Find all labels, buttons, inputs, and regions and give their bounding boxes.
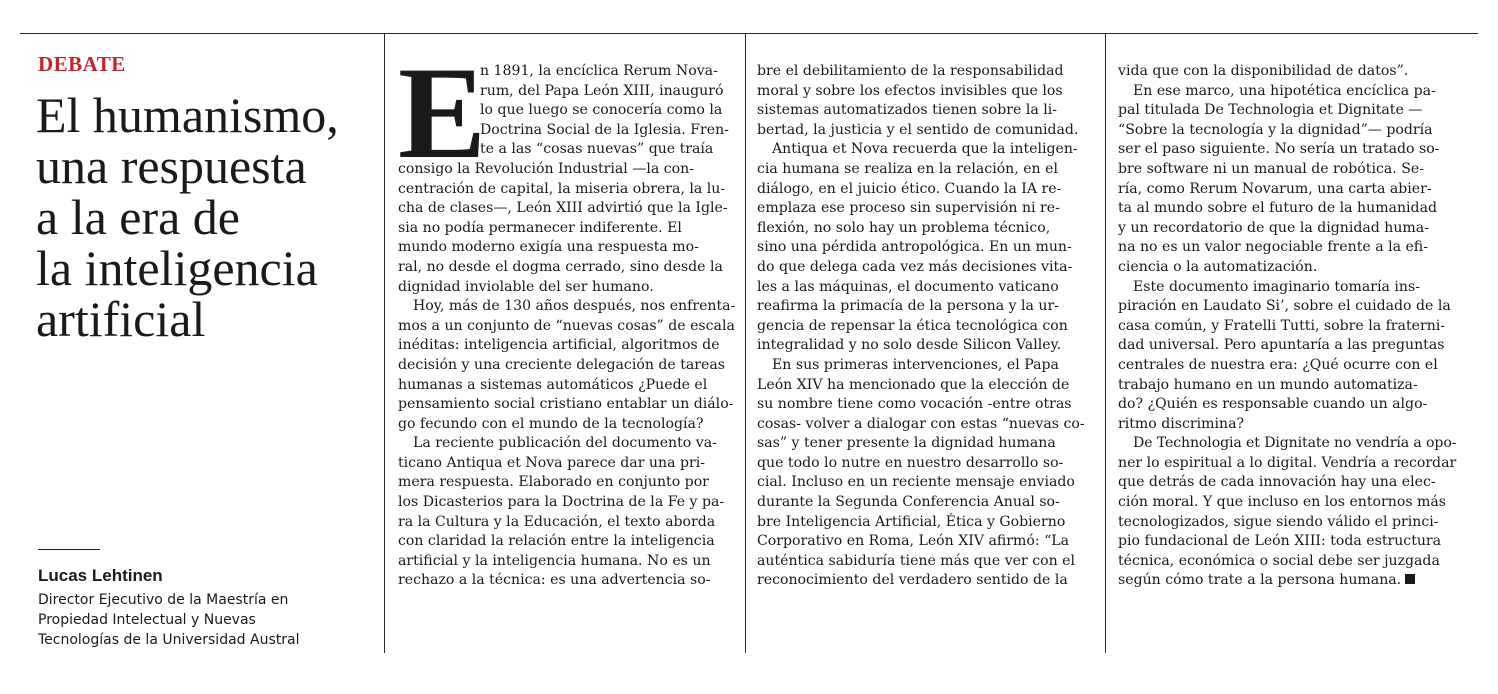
article-line: emplaza ese proceso sin supervisión ni re- — [757, 200, 1060, 217]
author-role-line: Director Ejecutivo de la Maestría en — [38, 592, 289, 608]
article-line: sino una pérdida antropológica. En un mun- — [757, 239, 1072, 256]
end-of-article-mark — [1405, 574, 1415, 584]
article-line: moral y sobre los efectos invisibles que los — [757, 82, 1063, 99]
article-line: que todo lo nutre en nuestro desarrollo so- — [757, 454, 1064, 471]
article-line: técnica, económica o social debe ser juzgada — [1118, 552, 1440, 569]
article-line: En ese marco, una hipotética encíclica pa- — [1133, 82, 1436, 99]
article-line: La reciente publicación del documento va- — [413, 435, 717, 452]
article-line: sistemas automatizados tienen sobre la li- — [757, 102, 1058, 119]
article-line: inéditas: inteligencia artificial, algoritmos de — [398, 337, 720, 354]
article-line: rum, del Papa León XIII, inauguró — [480, 82, 724, 99]
article-line: mos a un conjunto de “nuevas cosas” de escala — [398, 317, 735, 334]
article-line: casa común, y Fratelli Tutti, sobre la fraterni- — [1118, 317, 1446, 334]
article-line: artificial y la inteligencia humana. No es un — [398, 552, 711, 569]
headline — [36, 87, 381, 347]
article-line: gencia de repensar la ética tecnológica con — [757, 317, 1068, 334]
article-line: auténtica sabiduría tiene más que ver con el — [757, 552, 1076, 569]
article-line: te a las “cosas nuevas” que traía — [480, 141, 714, 158]
article-line: su nombre tiene como vocación -entre otras — [757, 396, 1072, 413]
article-line: vida que con la disponibilidad de datos”. — [1118, 63, 1409, 79]
article-line: reafirma la primacía de la persona y la ur- — [757, 298, 1059, 315]
column-divider — [1105, 33, 1106, 653]
article-line: rechazo a la técnica: es una advertencia so- — [398, 572, 711, 589]
article-line: ría, como Rerum Novarum, una carta abier- — [1118, 180, 1432, 197]
article-line: En sus primeras intervenciones, el Papa — [772, 356, 1059, 373]
article-line: Corporativo en Roma, León XIV afirmó: “La — [757, 533, 1070, 550]
article-line: y un recordatorio de que la dignidad huma- — [1118, 219, 1429, 236]
headline-line: la inteligencia — [36, 240, 318, 296]
article-line: bre software ni un manual de robótica. Se- — [1118, 160, 1424, 177]
article-line: lo que luego se conocería como la — [480, 102, 723, 119]
article-line: decisión y una creciente delegación de tareas — [398, 356, 725, 373]
article-line: ción moral. Y que incluso en los entornos más — [1118, 494, 1447, 511]
article-line: pensamiento social cristiano entablar un diálo- — [398, 396, 734, 413]
article-line: humanas a sistemas automáticos ¿Puede el — [398, 376, 708, 393]
article-line: centrales de nuestra era: ¿Qué ocurre con el — [1118, 356, 1438, 373]
author-name: Lucas Lehtinen — [38, 566, 163, 585]
article-line: ra la Cultura y la Educación, el texto aborda — [398, 513, 716, 530]
article-line: Hoy, más de 130 años después, nos enfrenta- — [413, 298, 736, 315]
article-line: ser el paso siguiente. No sería un tratado so- — [1118, 141, 1440, 158]
article-line: ral, no desde el dogma cerrado, sino desde la — [398, 258, 723, 275]
article-line: centración de capital, la miseria obrera, la lu- — [398, 180, 726, 197]
article-line: reconocimiento del verdadero sentido de la — [757, 572, 1068, 589]
article-line: los Dicasterios para la Doctrina de la Fe y pa- — [398, 494, 725, 511]
article-line: diálogo, en el juicio ético. Cuando la IA re- — [757, 180, 1062, 197]
article-line: bertad, la justicia y el sentido de comunidad. — [757, 121, 1079, 138]
headline-line: a la era de — [36, 189, 241, 245]
article-line: “Sobre la tecnología y la dignidad”— podría — [1118, 121, 1433, 138]
article-line: na no es un valor negociable frente a la efi- — [1118, 239, 1428, 256]
article-line: con claridad la relación entre la inteligencia — [398, 533, 715, 550]
article-line: n 1891, la encíclica Rerum Nova- — [480, 63, 718, 79]
article-line: De Technologia et Dignitate no vendría a opo- — [1133, 435, 1457, 452]
article-line: sia no podía permanecer indiferente. El — [398, 219, 682, 236]
article-line: ciencia o la automatización. — [1118, 258, 1318, 275]
article-line: pio fundacional de León XIII: toda estructura — [1118, 533, 1442, 550]
article-line: dignidad inviolable del ser humano. — [398, 278, 654, 295]
article-line: pal titulada De Technologia et Dignitate — — [1118, 102, 1423, 119]
headline-line: artificial — [36, 291, 206, 347]
headline-line: una respuesta — [36, 138, 307, 194]
article-line: mundo moderno exigía una respuesta mo- — [398, 239, 699, 256]
article-line: flexión, no solo hay un problema técnico, — [757, 219, 1051, 236]
article-line: durante la Segunda Conferencia Anual so- — [757, 494, 1060, 511]
author-role-line: Propiedad Intelectual y Nuevas — [38, 612, 256, 628]
headline-line: El humanismo, — [36, 87, 339, 143]
author-role-line: Tecnologías de la Universidad Austral — [38, 632, 300, 648]
article-line: integralidad y no solo desde Silicon Valley. — [757, 337, 1062, 354]
article-line: trabajo humano en un mundo automatiza- — [1118, 376, 1418, 393]
article-line: do que delega cada vez más decisiones vita- — [757, 258, 1073, 275]
article-line: ticano Antiqua et Nova parece dar una pri- — [398, 454, 705, 471]
article-line: Este documento imaginario tomaría ins- — [1133, 278, 1421, 295]
article-column-1 — [398, 62, 736, 591]
article-line: que detrás de cada innovación hay una elec- — [1118, 474, 1436, 491]
article-column-3 — [1118, 62, 1456, 591]
article-line: cha de clases—, León XIII advirtió que la Igle- — [398, 200, 728, 217]
article-line: bre el debilitamiento de la responsabilidad — [757, 63, 1064, 79]
article-line: dad universal. Pero apuntaría a las preguntas — [1118, 337, 1445, 354]
article-line: cia humana se realiza en la relación, en el — [757, 160, 1058, 177]
section-label: DEBATE — [38, 52, 126, 76]
article-line: Antiqua et Nova recuerda que la inteligen- — [772, 141, 1078, 158]
column-divider — [384, 33, 385, 653]
article-line: ta al mundo sobre el futuro de la humanidad — [1118, 200, 1437, 217]
article-line: mera respuesta. Elaborado en conjunto por — [398, 474, 709, 491]
article-line: ner lo espiritual a lo digital. Vendría a recordar — [1118, 454, 1457, 471]
article-line: León XIV ha mencionado que la elección de — [757, 376, 1070, 393]
article-line: go fecundo con el mundo de la tecnología? — [398, 415, 704, 432]
article-line: do? ¿Quién es responsable cuando un algo- — [1118, 396, 1428, 413]
article-line: sas” y tener presente la dignidad humana — [757, 435, 1056, 452]
article-line: según cómo trate a la persona humana. — [1118, 571, 1456, 591]
article-line: bre Inteligencia Artificial, Ética y Gobierno — [757, 513, 1066, 530]
article-line: consigo la Revolución Industrial —la con- — [398, 160, 694, 177]
article-column-2 — [757, 62, 1095, 591]
article-line: ritmo discrimina? — [1118, 415, 1245, 432]
article-line: Doctrina Social de la Iglesia. Fren- — [480, 121, 729, 138]
article-line: les a las máquinas, el documento vaticano — [757, 278, 1059, 295]
byline-rule — [38, 549, 100, 550]
article-line: piración en Laudato Si’, sobre el cuidado de la — [1118, 298, 1451, 315]
top-rule — [20, 33, 1478, 34]
drop-cap: E — [398, 39, 487, 186]
article-line: cial. Incluso en un reciente mensaje enviado — [757, 474, 1075, 491]
article-line: tecnologizados, sigue siendo válido el princi- — [1118, 513, 1439, 530]
column-divider — [745, 33, 746, 653]
article-line: cosas- volver a dialogar con estas “nuevas co- — [757, 415, 1085, 432]
author-role — [38, 590, 378, 650]
